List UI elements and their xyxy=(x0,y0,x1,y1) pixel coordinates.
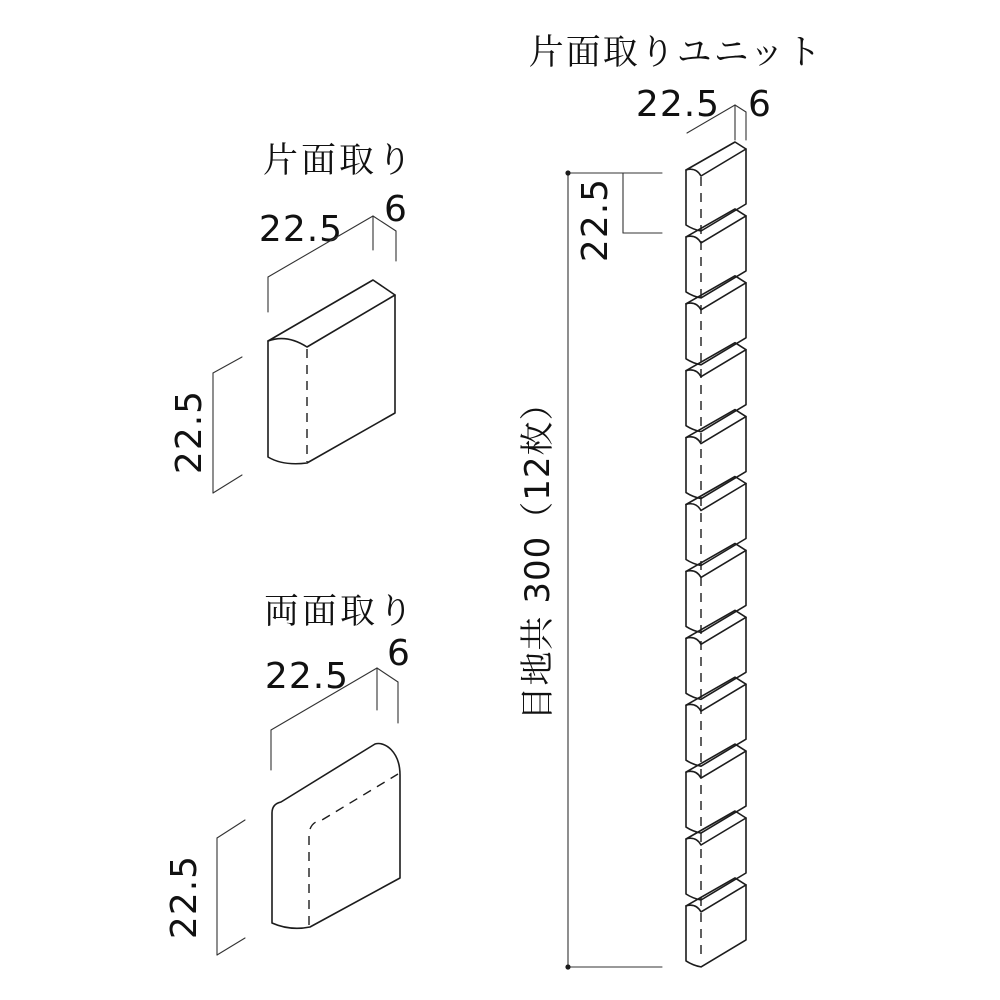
double-chamfer-dimension-lines xyxy=(217,668,398,955)
unit-width-label: 22.5 xyxy=(635,84,721,125)
double-chamfer-thickness-label: 6 xyxy=(387,633,411,674)
double-chamfer-title: 両面取り xyxy=(263,592,417,632)
double-chamfer-round-tangent xyxy=(309,774,398,925)
single-chamfer-width-label: 22.5 xyxy=(258,209,344,250)
unit-tile xyxy=(686,142,746,231)
double-chamfer-height-label: 22.5 xyxy=(164,854,205,940)
single-chamfer-dimension-lines xyxy=(213,216,396,493)
unit-tile-height-label: 22.5 xyxy=(575,177,616,263)
unit-total-length-label: 目地共 300（12枚） xyxy=(518,385,558,721)
figure-double-chamfer xyxy=(164,592,416,955)
figure-unit xyxy=(518,33,823,970)
unit-tile-column xyxy=(686,142,746,967)
double-chamfer-tile-shape xyxy=(272,744,400,929)
figure-single-chamfer xyxy=(169,141,415,493)
single-chamfer-title: 片面取り xyxy=(262,141,416,181)
unit-title: 片面取りユニット xyxy=(528,33,824,73)
single-chamfer-tile-shape xyxy=(268,280,395,464)
unit-thickness-label: 6 xyxy=(748,84,772,125)
double-chamfer-width-label: 22.5 xyxy=(264,656,350,697)
single-chamfer-thickness-label: 6 xyxy=(384,189,408,230)
single-chamfer-height-label: 22.5 xyxy=(169,389,210,475)
